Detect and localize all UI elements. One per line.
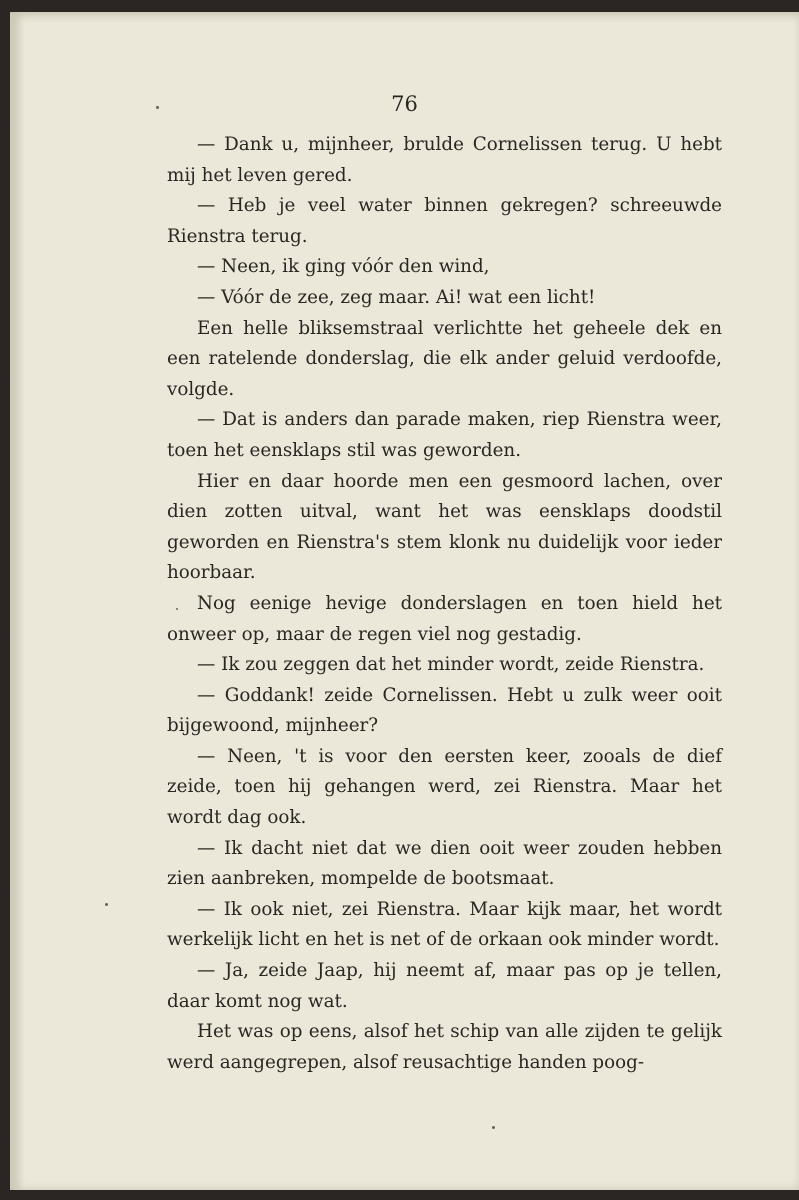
- paper-speck: [492, 1126, 495, 1129]
- paper-speck: [105, 903, 108, 906]
- paragraph: — Neen, ik ging vóór den wind,: [197, 256, 490, 278]
- paragraph: — Dank u, mijnheer, brulde Cornelissen terug. U hebt mij het leven gered.: [167, 134, 722, 186]
- paper-speck: [176, 608, 178, 610]
- paragraph: — Ik ook niet, zei Rienstra. Maar kijk maar, het wordt werkelijk licht en het is net of de orkaan ook minder wordt.: [167, 898, 722, 951]
- paragraph: Hier en daar hoorde men een gesmoord lachen, over dien zotten uitval, want het was eensklaps doodstil geworden en Rienstra's stem klonk nu duidelijk voor ieder hoorbaar.: [167, 470, 722, 584]
- paragraph: — Neen, 't is voor den eersten keer, zooals de dief zeide, toen hij gehangen werd, zei Rienstra. Maar het wordt dag ook.: [167, 745, 722, 829]
- paper-speck: [156, 106, 159, 109]
- paragraph: Een helle bliksemstraal verlichtte het geheele dek en een ratelende donderslag, die elk ander geluid verdoofde, volgde.: [167, 317, 722, 400]
- page-number: 76: [391, 92, 418, 116]
- paragraph: Het was op eens, alsof het schip van alle zijden te gelijk werd aangegrepen, alsof reusachtige handen poog-: [167, 1021, 722, 1073]
- paragraph: — Ik dacht niet dat we dien ooit weer zouden hebben zien aanbreken, mompelde de bootsmaat.: [167, 837, 722, 890]
- body-text: [167, 130, 722, 1078]
- paragraph: — Ik zou zeggen dat het minder wordt, zeide Rienstra.: [197, 654, 705, 676]
- page-gutter-shadow: [10, 12, 24, 1190]
- paragraph: — Heb je veel water binnen gekregen? schreeuwde Rienstra terug.: [167, 195, 722, 247]
- paragraph: Nog eenige hevige donderslagen en toen hield het onweer op, maar de regen viel nog gestadig.: [167, 592, 722, 645]
- paragraph: — Ja, zeide Jaap, hij neemt af, maar pas op je tellen, daar komt nog wat.: [167, 960, 722, 1012]
- paragraph: — Vóór de zee, zeg maar. Ai! wat een licht!: [197, 286, 596, 308]
- paragraph: — Dat is anders dan parade maken, riep Rienstra weer, toen het eensklaps stil was geworden.: [167, 409, 722, 461]
- paragraph: — Goddank! zeide Cornelissen. Hebt u zulk weer ooit bijgewoond, mijnheer?: [167, 684, 722, 737]
